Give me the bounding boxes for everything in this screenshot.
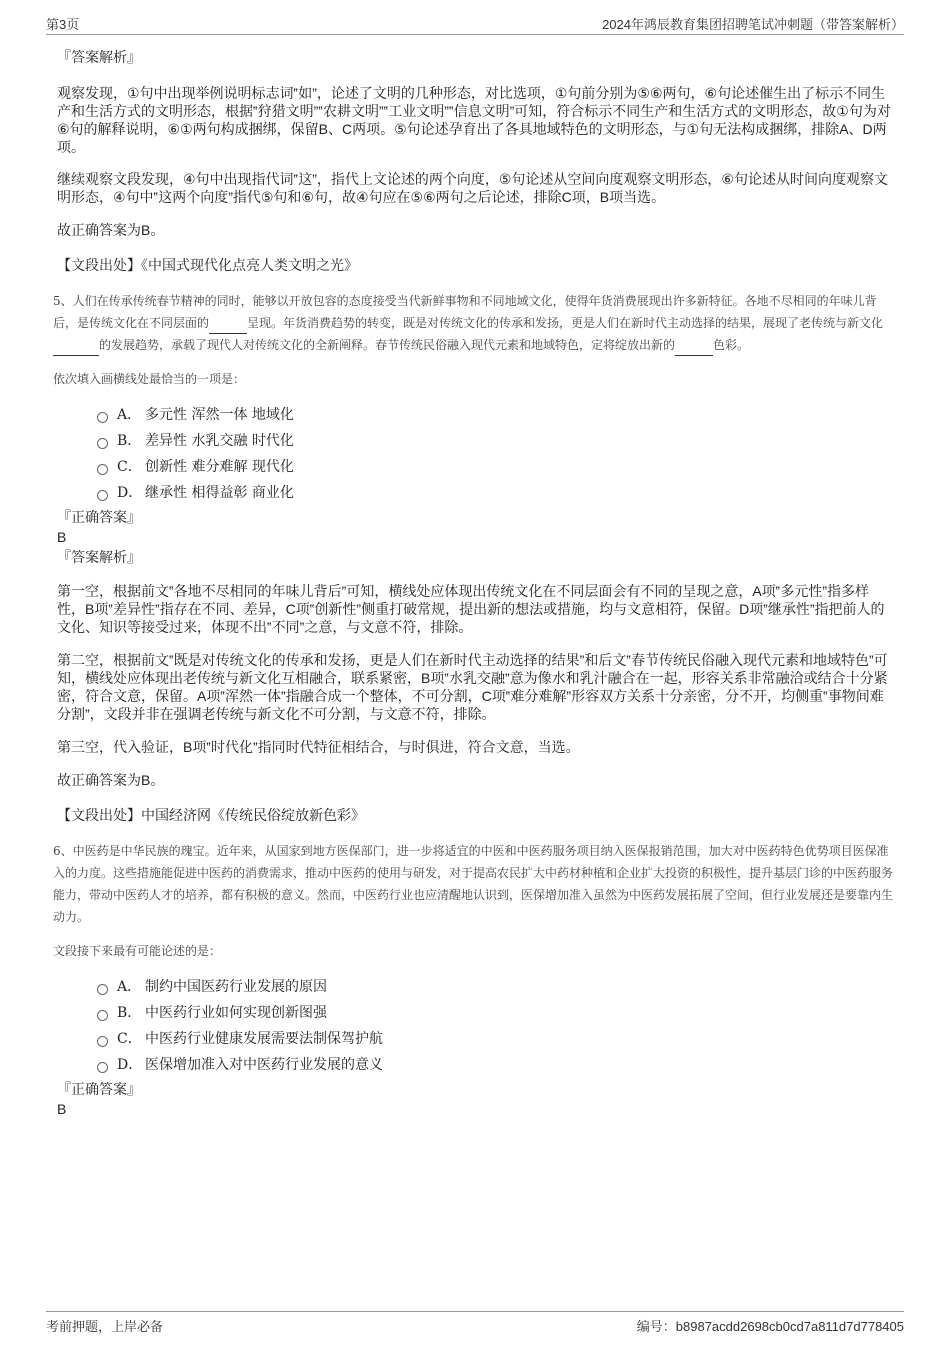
q5-option-b[interactable]: B． 差异性 水乳交融 时代化 — [97, 428, 893, 454]
q6-correct-label: 『正确答案』 — [57, 1082, 141, 1098]
radio-icon[interactable] — [97, 438, 108, 449]
footer-slogan: 考前押题，上岸必备 — [46, 1319, 164, 1334]
q5-conclusion: 故正确答案为B。 — [57, 772, 165, 788]
q4-analysis-para-2: 继续观察文段发现，④句中出现指代词‟这”，指代上文论述的两个向度，⑤句论述从空间向度观察文明形态，⑥句论述从时间向度观察文明形态，④句中‟这两个向度”指代⑤句和⑥句，故④句应在⑤⑥两句之后论述，排除C项，B项当选。 — [57, 171, 888, 205]
q5-options — [97, 402, 893, 506]
q6-option-c[interactable]: C． 中医药行业健康发展需要法制保驾护航 — [97, 1026, 893, 1052]
page-content — [53, 44, 894, 1118]
q5-correct-answer: B — [57, 529, 67, 545]
radio-icon[interactable] — [97, 412, 108, 423]
q5-blank-1 — [209, 319, 247, 334]
page-number: 第3页 — [46, 17, 80, 32]
q5-correct-label: 『正确答案』 — [57, 510, 141, 526]
q5-stem-part-3: 的发展趋势，承载了现代人对传统文化的全新阐释。春节传统民俗融入现代元素和地域特色，定将绽放出新的 — [99, 338, 676, 352]
q5-stem — [53, 290, 893, 356]
q5-source: 【文段出处】中国经济网《传统民俗绽放新色彩》 — [57, 807, 365, 823]
q5-stem-part-2: 呈现。年货消费趋势的转变，既是对传统文化的传承和发扬，更是人们在新时代主动选择的结果，展现了老传统与新文化 — [247, 316, 884, 330]
q5-analysis-label: 『答案解析』 — [57, 550, 141, 566]
q4-conclusion: 故正确答案为B。 — [57, 222, 165, 238]
document-code — [637, 1316, 904, 1335]
document-title: 2024年鸿辰教育集团招聘笔试冲刺题（带答案解析） — [602, 17, 904, 32]
q4-analysis-para-1: 观察发现，①句中出现举例说明标志词‟如”，论述了文明的几种形态，对比选项，①句前分别为⑤⑥两句，⑥句论述催生出了标示不同生产和生活方式的文明形态，根据‟狩猎文明”‟农耕文明”‟工业文明”‟信息文明”可知，符合标示不同生产和生活方式的文明形态，故①句为对⑥句的解释说明，⑥①两句构成捆绑，保留B、C两项。⑤句论述孕育出了各具地域特色的文明形态，与①句无法构成捆绑，排除A、D两项。 — [57, 85, 891, 155]
q5-blank-3 — [675, 341, 713, 356]
radio-icon[interactable] — [97, 1062, 108, 1073]
page-header — [46, 12, 904, 35]
q5-option-c[interactable]: C． 创新性 难分难解 现代化 — [97, 454, 893, 480]
q6-option-d[interactable]: D． 医保增加准入对中医药行业发展的意义 — [97, 1052, 893, 1078]
q5-analysis-para-1: 第一空，根据前文‟各地不尽相同的年味儿背后”可知，横线处应体现出传统文化在不同层面会有不同的呈现之意，A项‟多元性”指多样性，B项‟差异性”指存在不同、差异，C项‟创新性”侧重打破常规，提出新的想法或措施，均与文意相符，保留。D项‟继承性”指把前人的文化、知识等接受过来，体现不出‟不同”之意，与文意不符，排除。 — [57, 583, 885, 635]
radio-icon[interactable] — [97, 1010, 108, 1021]
radio-icon[interactable] — [97, 1036, 108, 1047]
code-label: 编号： — [636, 1319, 676, 1334]
q6-prompt: 文段接下来最有可能论述的是： — [53, 944, 222, 958]
q5-analysis-para-3: 第三空，代入验证，B项‟时代化”指同时代特征相结合，与时俱进，符合文意，当选。 — [57, 739, 580, 755]
q6-option-b[interactable]: B． 中医药行业如何实现创新图强 — [97, 1000, 893, 1026]
q6-correct-answer: B — [57, 1101, 67, 1117]
q5-option-a[interactable]: A． 多元性 浑然一体 地域化 — [97, 402, 893, 428]
q5-blank-2 — [53, 341, 99, 356]
q6-stem: 6、中医药是中华民族的瑰宝。近年来，从国家到地方医保部门，进一步将适宜的中医和中医药服务项目纳入医保报销范围，加大对中医药特色优势项目医保准入的力度。这些措施能促进中医药的消费需求，推动中医药的使用与研发，对于提高农民扩大中药材种植和企业扩大投资的积极性，提升基层门诊的中医药服务能力，带动中医药人才的培养，都有积极的意义。然而，中医药行业也应清醒地认识到，医保增加准入虽然为中医药发展拓展了空间，但行业发展还是要靠内生动力。 — [53, 844, 894, 924]
page-footer — [46, 1311, 904, 1336]
radio-icon[interactable] — [97, 464, 108, 475]
q6-option-a[interactable]: A． 制约中国医药行业发展的原因 — [97, 974, 893, 1000]
q5-stem-part-1: 5、人们在传承传统春节精神的同时，能够以开放包容的态度接受当代新鲜事物和不同地域文化，使得年货消费展现出许多新特征。各地不尽相同的年味儿背后，是传统文化在不同层面的 — [53, 294, 877, 330]
q5-analysis-para-2: 第二空，根据前文‟既是对传统文化的传承和发扬，更是人们在新时代主动选择的结果”和后文‟春节传统民俗融入现代元素和地域特色”可知，横线处应体现出老传统与新文化互相融合，联系紧密，B项‟水乳交融”意为像水和乳汁融合在一起，形容关系非常融洽或结合十分紧密，符合文意，保留。A项‟浑然一体”指融合成一个整体，不可分割，C项‟难分难解”形容双方关系十分亲密，分不开，均侧重‟事物间难分割”，文段并非在强调老传统与新文化不可分割，与文意不符，排除。 — [57, 652, 888, 722]
code-value: b8987acdd2698cb0cd7a811d7d778405 — [675, 1319, 904, 1334]
q5-stem-part-4: 色彩。 — [713, 338, 750, 352]
radio-icon[interactable] — [97, 984, 108, 995]
q4-source: 【文段出处】《中国式现代化点亮人类文明之光》 — [57, 257, 358, 273]
q5-prompt: 依次填入画横线处最恰当的一项是： — [53, 372, 246, 386]
q5-option-d[interactable]: D． 继承性 相得益彰 商业化 — [97, 480, 893, 506]
radio-icon[interactable] — [97, 490, 108, 501]
q6-options — [97, 974, 893, 1078]
q4-analysis-label: 『答案解析』 — [57, 50, 141, 66]
